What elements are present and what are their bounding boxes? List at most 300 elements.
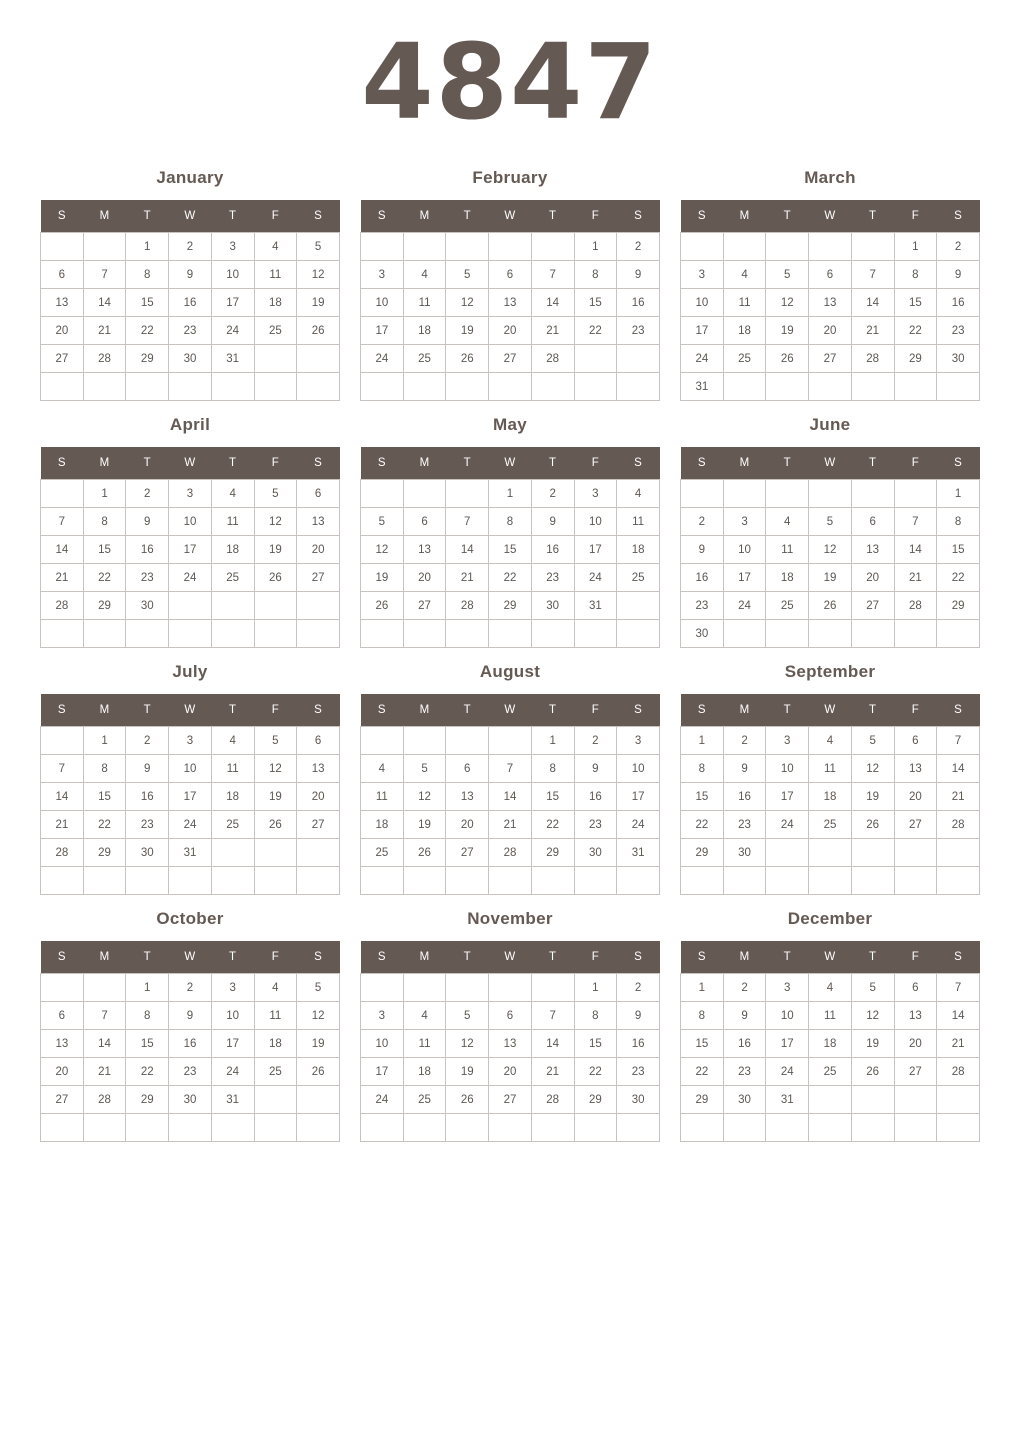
day-cell[interactable]: 29 (574, 1086, 617, 1114)
day-cell[interactable]: 22 (83, 811, 126, 839)
day-cell[interactable]: 10 (723, 536, 766, 564)
day-cell[interactable]: 23 (617, 1058, 660, 1086)
day-cell[interactable]: 6 (403, 508, 446, 536)
day-cell[interactable]: 12 (446, 1030, 489, 1058)
day-cell[interactable]: 5 (446, 261, 489, 289)
day-cell[interactable]: 11 (254, 261, 297, 289)
day-cell[interactable]: 9 (723, 1002, 766, 1030)
day-cell[interactable]: 10 (574, 508, 617, 536)
day-cell[interactable]: 1 (83, 480, 126, 508)
day-cell[interactable]: 28 (937, 811, 980, 839)
day-cell[interactable]: 22 (574, 1058, 617, 1086)
day-cell[interactable]: 4 (809, 727, 852, 755)
day-cell[interactable]: 19 (297, 1030, 340, 1058)
day-cell[interactable]: 25 (809, 811, 852, 839)
day-cell[interactable]: 23 (937, 317, 980, 345)
day-cell[interactable]: 16 (617, 289, 660, 317)
day-cell[interactable]: 8 (83, 508, 126, 536)
day-cell[interactable]: 25 (766, 592, 809, 620)
day-cell[interactable]: 1 (681, 974, 724, 1002)
day-cell[interactable]: 30 (617, 1086, 660, 1114)
day-cell[interactable]: 19 (809, 564, 852, 592)
day-cell[interactable]: 8 (574, 261, 617, 289)
day-cell[interactable]: 6 (851, 508, 894, 536)
day-cell[interactable]: 27 (41, 1086, 84, 1114)
day-cell[interactable]: 8 (126, 261, 169, 289)
day-cell[interactable]: 13 (894, 1002, 937, 1030)
day-cell[interactable]: 5 (851, 727, 894, 755)
day-cell[interactable]: 2 (723, 727, 766, 755)
day-cell[interactable]: 7 (851, 261, 894, 289)
day-cell[interactable]: 30 (723, 1086, 766, 1114)
day-cell[interactable]: 19 (254, 783, 297, 811)
day-cell[interactable]: 21 (41, 811, 84, 839)
day-cell[interactable]: 5 (766, 261, 809, 289)
day-cell[interactable]: 31 (681, 373, 724, 401)
day-cell[interactable]: 20 (894, 783, 937, 811)
day-cell[interactable]: 16 (723, 783, 766, 811)
day-cell[interactable]: 5 (851, 974, 894, 1002)
day-cell[interactable]: 3 (617, 727, 660, 755)
day-cell[interactable]: 19 (254, 536, 297, 564)
day-cell[interactable]: 5 (254, 727, 297, 755)
day-cell[interactable]: 13 (851, 536, 894, 564)
day-cell[interactable]: 27 (489, 1086, 532, 1114)
day-cell[interactable]: 6 (894, 727, 937, 755)
day-cell[interactable]: 4 (403, 1002, 446, 1030)
day-cell[interactable]: 31 (211, 1086, 254, 1114)
day-cell[interactable]: 30 (574, 839, 617, 867)
day-cell[interactable]: 24 (211, 317, 254, 345)
day-cell[interactable]: 15 (126, 289, 169, 317)
day-cell[interactable]: 5 (297, 233, 340, 261)
day-cell[interactable]: 30 (126, 839, 169, 867)
day-cell[interactable]: 12 (851, 1002, 894, 1030)
day-cell[interactable]: 23 (531, 564, 574, 592)
day-cell[interactable]: 2 (126, 480, 169, 508)
day-cell[interactable]: 10 (766, 1002, 809, 1030)
day-cell[interactable]: 18 (361, 811, 404, 839)
day-cell[interactable]: 8 (681, 1002, 724, 1030)
day-cell[interactable]: 31 (211, 345, 254, 373)
day-cell[interactable]: 27 (894, 1058, 937, 1086)
day-cell[interactable]: 6 (489, 1002, 532, 1030)
day-cell[interactable]: 9 (169, 1002, 212, 1030)
day-cell[interactable]: 14 (531, 289, 574, 317)
day-cell[interactable]: 9 (574, 755, 617, 783)
day-cell[interactable]: 1 (83, 727, 126, 755)
day-cell[interactable]: 2 (531, 480, 574, 508)
day-cell[interactable]: 4 (617, 480, 660, 508)
day-cell[interactable]: 27 (489, 345, 532, 373)
day-cell[interactable]: 15 (574, 289, 617, 317)
day-cell[interactable]: 17 (169, 783, 212, 811)
day-cell[interactable]: 17 (361, 1058, 404, 1086)
day-cell[interactable]: 20 (894, 1030, 937, 1058)
day-cell[interactable]: 3 (169, 727, 212, 755)
day-cell[interactable]: 14 (83, 1030, 126, 1058)
day-cell[interactable]: 25 (403, 1086, 446, 1114)
day-cell[interactable]: 7 (937, 727, 980, 755)
day-cell[interactable]: 25 (361, 839, 404, 867)
day-cell[interactable]: 3 (361, 261, 404, 289)
day-cell[interactable]: 6 (809, 261, 852, 289)
day-cell[interactable]: 14 (531, 1030, 574, 1058)
day-cell[interactable]: 4 (211, 480, 254, 508)
day-cell[interactable]: 19 (446, 1058, 489, 1086)
day-cell[interactable]: 12 (297, 1002, 340, 1030)
day-cell[interactable]: 17 (617, 783, 660, 811)
day-cell[interactable]: 29 (894, 345, 937, 373)
day-cell[interactable]: 7 (531, 1002, 574, 1030)
day-cell[interactable]: 17 (766, 1030, 809, 1058)
day-cell[interactable]: 23 (723, 811, 766, 839)
day-cell[interactable]: 26 (254, 564, 297, 592)
day-cell[interactable]: 23 (574, 811, 617, 839)
day-cell[interactable]: 13 (403, 536, 446, 564)
day-cell[interactable]: 29 (126, 345, 169, 373)
day-cell[interactable]: 13 (41, 289, 84, 317)
day-cell[interactable]: 9 (126, 755, 169, 783)
day-cell[interactable]: 12 (254, 508, 297, 536)
day-cell[interactable]: 15 (937, 536, 980, 564)
day-cell[interactable]: 14 (894, 536, 937, 564)
day-cell[interactable]: 25 (403, 345, 446, 373)
day-cell[interactable]: 2 (126, 727, 169, 755)
day-cell[interactable]: 1 (574, 974, 617, 1002)
day-cell[interactable]: 20 (446, 811, 489, 839)
day-cell[interactable]: 4 (211, 727, 254, 755)
day-cell[interactable]: 23 (126, 811, 169, 839)
day-cell[interactable]: 3 (211, 233, 254, 261)
day-cell[interactable]: 21 (851, 317, 894, 345)
day-cell[interactable]: 28 (489, 839, 532, 867)
day-cell[interactable]: 2 (681, 508, 724, 536)
day-cell[interactable]: 2 (617, 233, 660, 261)
day-cell[interactable]: 2 (574, 727, 617, 755)
day-cell[interactable]: 7 (41, 508, 84, 536)
day-cell[interactable]: 13 (489, 1030, 532, 1058)
day-cell[interactable]: 15 (83, 536, 126, 564)
day-cell[interactable]: 14 (83, 289, 126, 317)
day-cell[interactable]: 1 (937, 480, 980, 508)
day-cell[interactable]: 10 (211, 1002, 254, 1030)
day-cell[interactable]: 22 (531, 811, 574, 839)
day-cell[interactable]: 1 (681, 727, 724, 755)
day-cell[interactable]: 5 (809, 508, 852, 536)
day-cell[interactable]: 24 (211, 1058, 254, 1086)
day-cell[interactable]: 20 (297, 783, 340, 811)
day-cell[interactable]: 23 (681, 592, 724, 620)
day-cell[interactable]: 21 (446, 564, 489, 592)
day-cell[interactable]: 1 (489, 480, 532, 508)
day-cell[interactable]: 15 (574, 1030, 617, 1058)
day-cell[interactable]: 25 (723, 345, 766, 373)
day-cell[interactable]: 23 (126, 564, 169, 592)
day-cell[interactable]: 15 (83, 783, 126, 811)
day-cell[interactable]: 16 (531, 536, 574, 564)
day-cell[interactable]: 11 (254, 1002, 297, 1030)
day-cell[interactable]: 24 (723, 592, 766, 620)
day-cell[interactable]: 1 (531, 727, 574, 755)
day-cell[interactable]: 14 (937, 1002, 980, 1030)
day-cell[interactable]: 27 (297, 811, 340, 839)
day-cell[interactable]: 21 (41, 564, 84, 592)
day-cell[interactable]: 11 (403, 289, 446, 317)
day-cell[interactable]: 24 (681, 345, 724, 373)
day-cell[interactable]: 26 (403, 839, 446, 867)
day-cell[interactable]: 4 (254, 974, 297, 1002)
day-cell[interactable]: 22 (574, 317, 617, 345)
day-cell[interactable]: 29 (531, 839, 574, 867)
day-cell[interactable]: 14 (937, 755, 980, 783)
day-cell[interactable]: 2 (169, 974, 212, 1002)
day-cell[interactable]: 21 (83, 317, 126, 345)
day-cell[interactable]: 3 (211, 974, 254, 1002)
day-cell[interactable]: 12 (361, 536, 404, 564)
day-cell[interactable]: 8 (937, 508, 980, 536)
day-cell[interactable]: 17 (766, 783, 809, 811)
day-cell[interactable]: 21 (531, 317, 574, 345)
day-cell[interactable]: 5 (297, 974, 340, 1002)
day-cell[interactable]: 11 (211, 755, 254, 783)
day-cell[interactable]: 21 (894, 564, 937, 592)
day-cell[interactable]: 19 (361, 564, 404, 592)
day-cell[interactable]: 7 (489, 755, 532, 783)
day-cell[interactable]: 27 (403, 592, 446, 620)
day-cell[interactable]: 14 (851, 289, 894, 317)
day-cell[interactable]: 20 (851, 564, 894, 592)
day-cell[interactable]: 20 (809, 317, 852, 345)
day-cell[interactable]: 31 (169, 839, 212, 867)
day-cell[interactable]: 11 (361, 783, 404, 811)
day-cell[interactable]: 22 (894, 317, 937, 345)
day-cell[interactable]: 6 (446, 755, 489, 783)
day-cell[interactable]: 11 (809, 1002, 852, 1030)
day-cell[interactable]: 2 (937, 233, 980, 261)
day-cell[interactable]: 18 (403, 317, 446, 345)
day-cell[interactable]: 5 (361, 508, 404, 536)
day-cell[interactable]: 3 (723, 508, 766, 536)
day-cell[interactable]: 30 (681, 620, 724, 648)
day-cell[interactable]: 28 (531, 345, 574, 373)
day-cell[interactable]: 16 (169, 289, 212, 317)
day-cell[interactable]: 1 (574, 233, 617, 261)
day-cell[interactable]: 18 (254, 1030, 297, 1058)
day-cell[interactable]: 31 (574, 592, 617, 620)
day-cell[interactable]: 18 (766, 564, 809, 592)
day-cell[interactable]: 17 (681, 317, 724, 345)
day-cell[interactable]: 27 (446, 839, 489, 867)
day-cell[interactable]: 8 (574, 1002, 617, 1030)
day-cell[interactable]: 4 (254, 233, 297, 261)
day-cell[interactable]: 10 (766, 755, 809, 783)
day-cell[interactable]: 16 (681, 564, 724, 592)
day-cell[interactable]: 7 (446, 508, 489, 536)
day-cell[interactable]: 8 (531, 755, 574, 783)
day-cell[interactable]: 22 (937, 564, 980, 592)
day-cell[interactable]: 2 (169, 233, 212, 261)
day-cell[interactable]: 29 (83, 592, 126, 620)
day-cell[interactable]: 12 (809, 536, 852, 564)
day-cell[interactable]: 24 (766, 1058, 809, 1086)
day-cell[interactable]: 27 (851, 592, 894, 620)
day-cell[interactable]: 7 (83, 261, 126, 289)
day-cell[interactable]: 19 (446, 317, 489, 345)
day-cell[interactable]: 14 (41, 783, 84, 811)
day-cell[interactable]: 24 (766, 811, 809, 839)
day-cell[interactable]: 22 (126, 1058, 169, 1086)
day-cell[interactable]: 5 (254, 480, 297, 508)
day-cell[interactable]: 28 (531, 1086, 574, 1114)
day-cell[interactable]: 14 (489, 783, 532, 811)
day-cell[interactable]: 15 (681, 783, 724, 811)
day-cell[interactable]: 9 (723, 755, 766, 783)
day-cell[interactable]: 7 (83, 1002, 126, 1030)
day-cell[interactable]: 26 (851, 1058, 894, 1086)
day-cell[interactable]: 19 (851, 783, 894, 811)
day-cell[interactable]: 3 (766, 727, 809, 755)
day-cell[interactable]: 11 (809, 755, 852, 783)
day-cell[interactable]: 10 (361, 1030, 404, 1058)
day-cell[interactable]: 16 (574, 783, 617, 811)
day-cell[interactable]: 24 (574, 564, 617, 592)
day-cell[interactable]: 9 (937, 261, 980, 289)
day-cell[interactable]: 8 (489, 508, 532, 536)
day-cell[interactable]: 27 (297, 564, 340, 592)
day-cell[interactable]: 26 (254, 811, 297, 839)
day-cell[interactable]: 23 (169, 317, 212, 345)
day-cell[interactable]: 12 (297, 261, 340, 289)
day-cell[interactable]: 13 (894, 755, 937, 783)
day-cell[interactable]: 15 (894, 289, 937, 317)
day-cell[interactable]: 24 (361, 1086, 404, 1114)
day-cell[interactable]: 30 (937, 345, 980, 373)
day-cell[interactable]: 6 (297, 727, 340, 755)
day-cell[interactable]: 28 (83, 345, 126, 373)
day-cell[interactable]: 1 (126, 974, 169, 1002)
day-cell[interactable]: 25 (617, 564, 660, 592)
day-cell[interactable]: 22 (681, 1058, 724, 1086)
day-cell[interactable]: 4 (723, 261, 766, 289)
day-cell[interactable]: 20 (403, 564, 446, 592)
day-cell[interactable]: 31 (617, 839, 660, 867)
day-cell[interactable]: 12 (403, 783, 446, 811)
day-cell[interactable]: 9 (126, 508, 169, 536)
day-cell[interactable]: 29 (681, 839, 724, 867)
day-cell[interactable]: 18 (211, 536, 254, 564)
day-cell[interactable]: 22 (83, 564, 126, 592)
day-cell[interactable]: 26 (297, 1058, 340, 1086)
day-cell[interactable]: 16 (617, 1030, 660, 1058)
day-cell[interactable]: 28 (41, 839, 84, 867)
day-cell[interactable]: 24 (169, 811, 212, 839)
day-cell[interactable]: 6 (894, 974, 937, 1002)
day-cell[interactable]: 25 (211, 811, 254, 839)
day-cell[interactable]: 30 (169, 345, 212, 373)
day-cell[interactable]: 20 (489, 1058, 532, 1086)
day-cell[interactable]: 3 (169, 480, 212, 508)
day-cell[interactable]: 28 (851, 345, 894, 373)
day-cell[interactable]: 11 (723, 289, 766, 317)
day-cell[interactable]: 10 (681, 289, 724, 317)
day-cell[interactable]: 21 (489, 811, 532, 839)
day-cell[interactable]: 15 (681, 1030, 724, 1058)
day-cell[interactable]: 19 (297, 289, 340, 317)
day-cell[interactable]: 27 (41, 345, 84, 373)
day-cell[interactable]: 26 (361, 592, 404, 620)
day-cell[interactable]: 27 (809, 345, 852, 373)
day-cell[interactable]: 24 (361, 345, 404, 373)
day-cell[interactable]: 23 (617, 317, 660, 345)
day-cell[interactable]: 12 (446, 289, 489, 317)
day-cell[interactable]: 4 (403, 261, 446, 289)
day-cell[interactable]: 29 (681, 1086, 724, 1114)
day-cell[interactable]: 4 (809, 974, 852, 1002)
day-cell[interactable]: 13 (41, 1030, 84, 1058)
day-cell[interactable]: 28 (937, 1058, 980, 1086)
day-cell[interactable]: 18 (723, 317, 766, 345)
day-cell[interactable]: 14 (446, 536, 489, 564)
day-cell[interactable]: 21 (531, 1058, 574, 1086)
day-cell[interactable]: 19 (766, 317, 809, 345)
day-cell[interactable]: 17 (169, 536, 212, 564)
day-cell[interactable]: 10 (169, 755, 212, 783)
day-cell[interactable]: 8 (681, 755, 724, 783)
day-cell[interactable]: 28 (894, 592, 937, 620)
day-cell[interactable]: 2 (723, 974, 766, 1002)
day-cell[interactable]: 10 (169, 508, 212, 536)
day-cell[interactable]: 30 (169, 1086, 212, 1114)
day-cell[interactable]: 7 (937, 974, 980, 1002)
day-cell[interactable]: 8 (83, 755, 126, 783)
day-cell[interactable]: 3 (681, 261, 724, 289)
day-cell[interactable]: 26 (446, 345, 489, 373)
day-cell[interactable]: 20 (41, 317, 84, 345)
day-cell[interactable]: 23 (723, 1058, 766, 1086)
day-cell[interactable]: 18 (809, 783, 852, 811)
day-cell[interactable]: 17 (723, 564, 766, 592)
day-cell[interactable]: 9 (681, 536, 724, 564)
day-cell[interactable]: 26 (809, 592, 852, 620)
day-cell[interactable]: 18 (403, 1058, 446, 1086)
day-cell[interactable]: 17 (211, 289, 254, 317)
day-cell[interactable]: 15 (126, 1030, 169, 1058)
day-cell[interactable]: 17 (574, 536, 617, 564)
day-cell[interactable]: 25 (211, 564, 254, 592)
day-cell[interactable]: 6 (489, 261, 532, 289)
day-cell[interactable]: 14 (41, 536, 84, 564)
day-cell[interactable]: 25 (254, 317, 297, 345)
day-cell[interactable]: 18 (211, 783, 254, 811)
day-cell[interactable]: 30 (126, 592, 169, 620)
day-cell[interactable]: 9 (617, 1002, 660, 1030)
day-cell[interactable]: 19 (403, 811, 446, 839)
day-cell[interactable]: 23 (169, 1058, 212, 1086)
day-cell[interactable]: 26 (297, 317, 340, 345)
day-cell[interactable]: 16 (126, 536, 169, 564)
day-cell[interactable]: 29 (937, 592, 980, 620)
day-cell[interactable]: 16 (723, 1030, 766, 1058)
day-cell[interactable]: 3 (766, 974, 809, 1002)
day-cell[interactable]: 4 (361, 755, 404, 783)
day-cell[interactable]: 22 (126, 317, 169, 345)
day-cell[interactable]: 3 (574, 480, 617, 508)
day-cell[interactable]: 20 (297, 536, 340, 564)
day-cell[interactable]: 12 (254, 755, 297, 783)
day-cell[interactable]: 16 (169, 1030, 212, 1058)
day-cell[interactable]: 17 (361, 317, 404, 345)
